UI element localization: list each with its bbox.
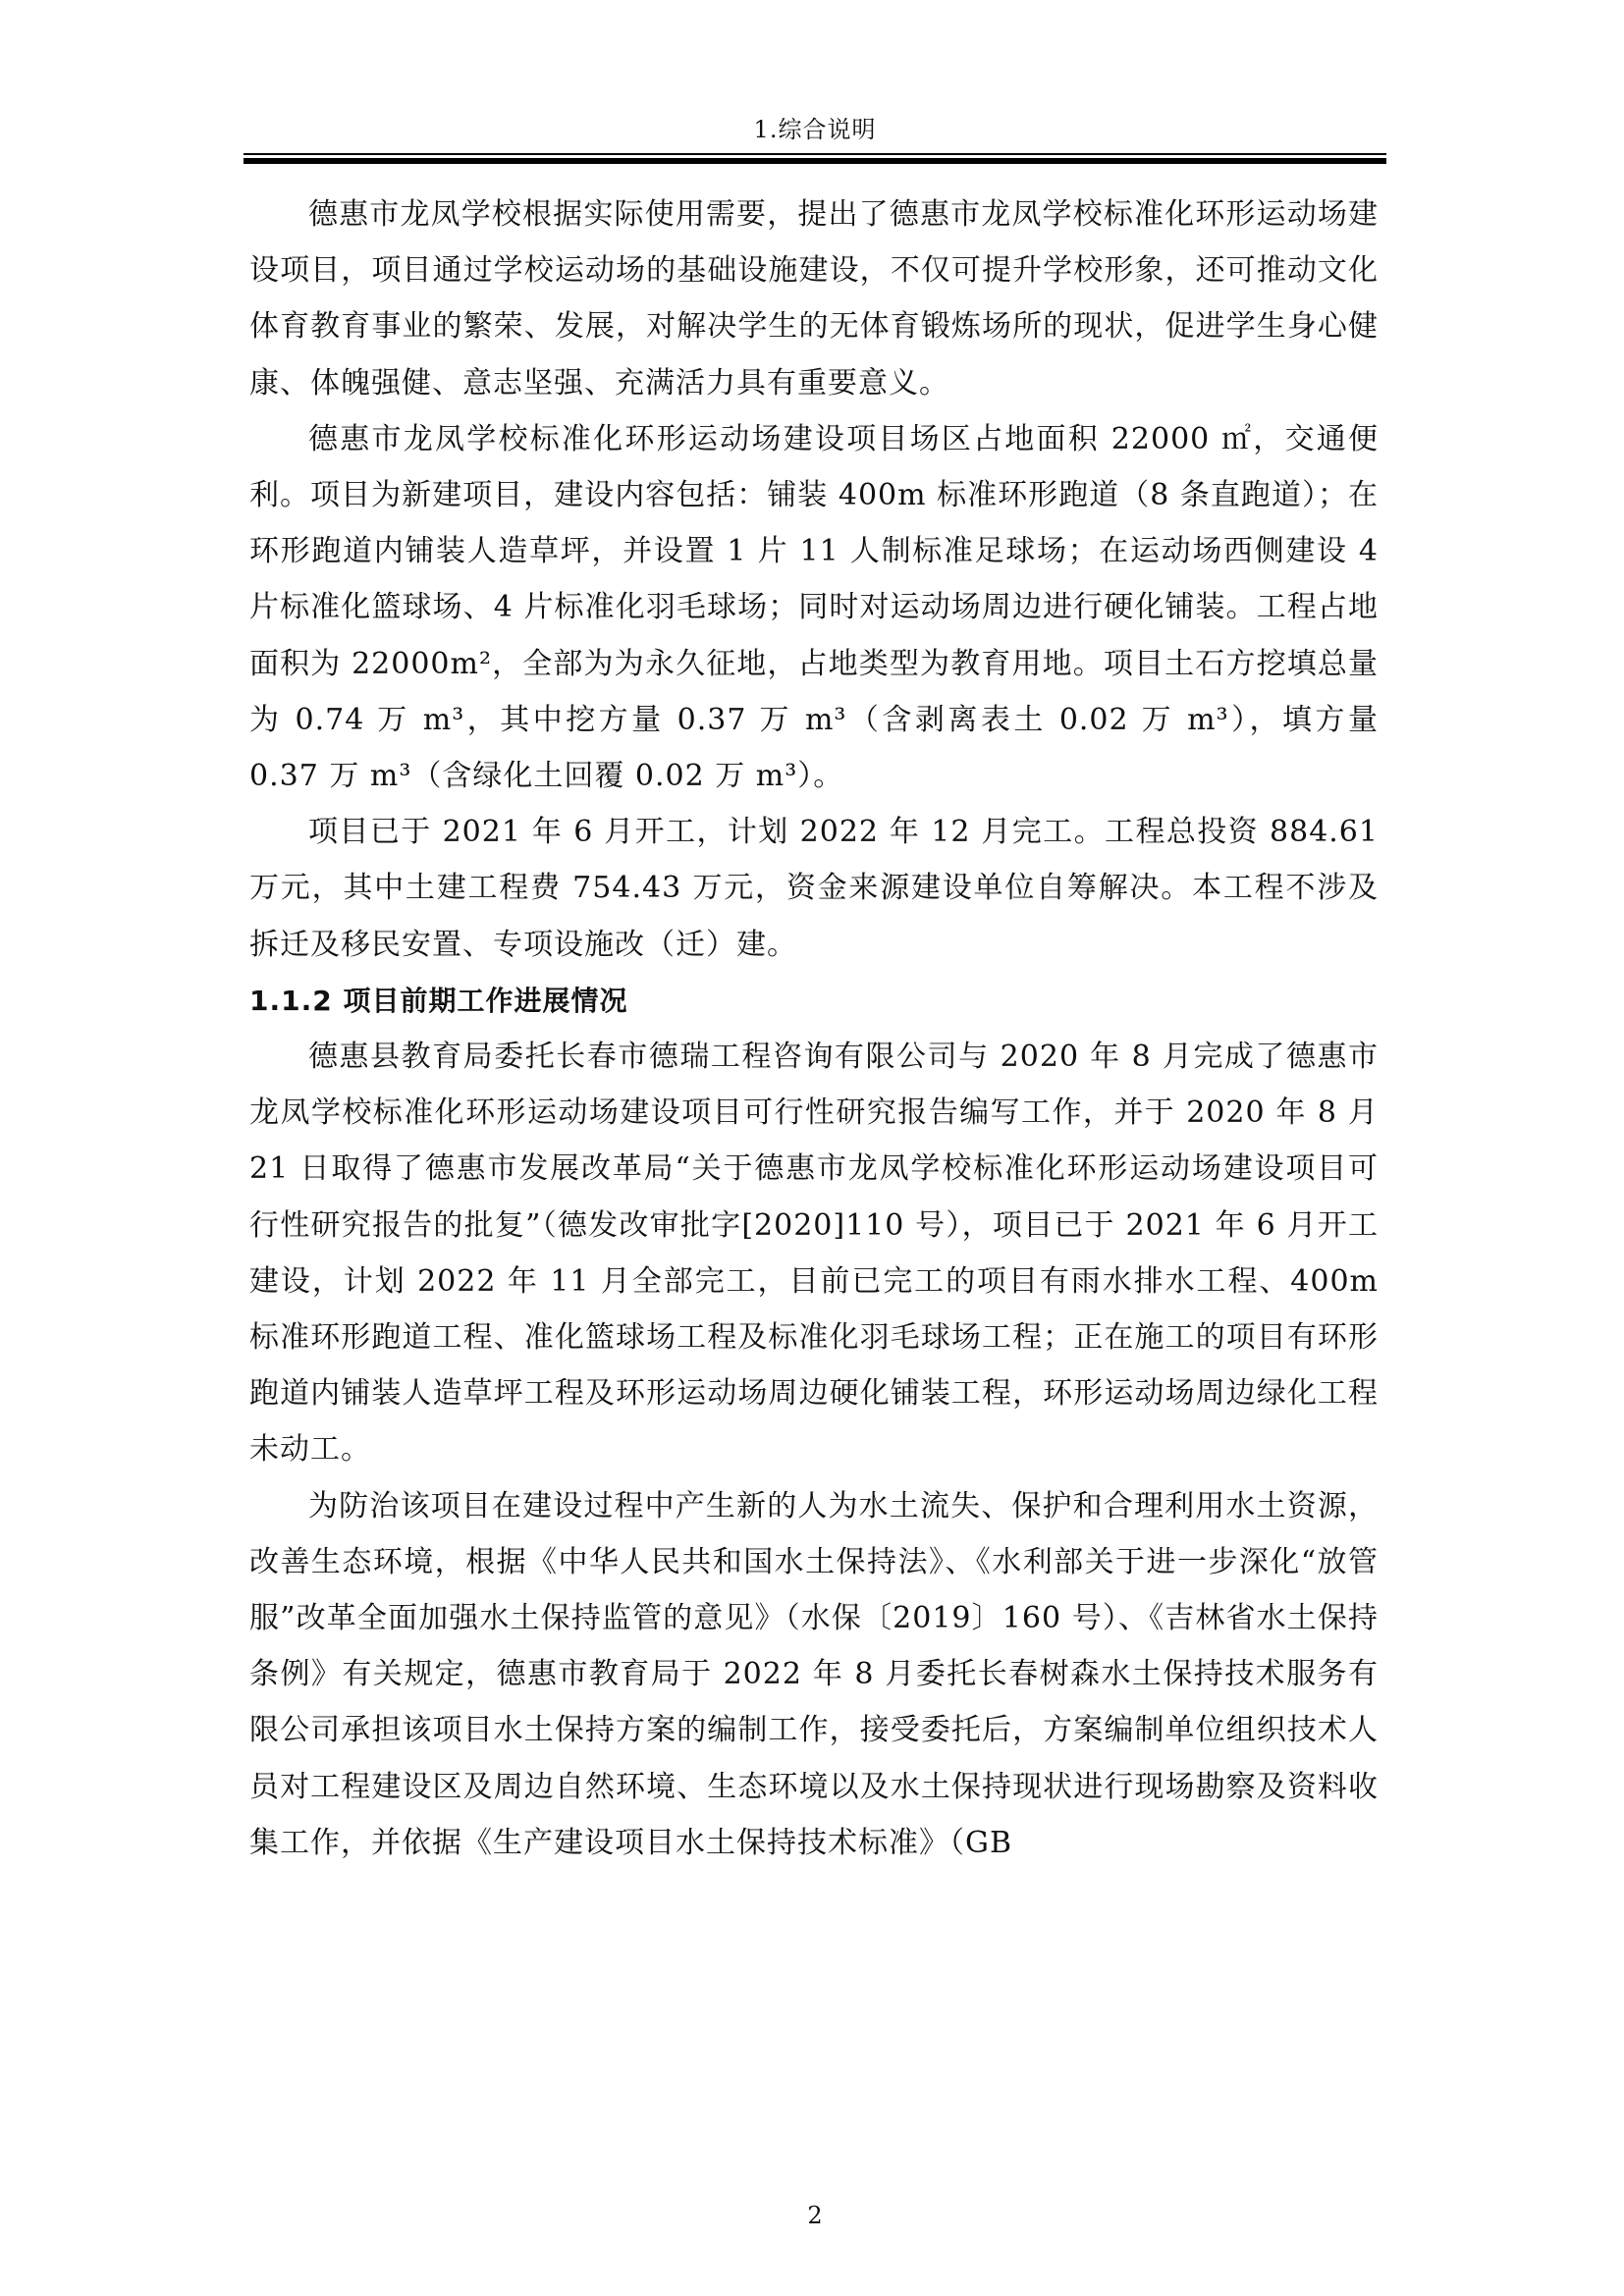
paragraph-schedule-investment: 项目已于 2021 年 6 月开工，计划 2022 年 12 月完工。工程总投资 884.61 万元，其中土建工程费 754.43 万元，资金来源建设单位自筹解决。本工程不涉及拆迁及移民安置、专项设施改（迁）建。: [249, 815, 1379, 962]
paragraph-project-scope: 德惠市龙凤学校标准化环形运动场建设项目场区占地面积 22000 ㎡，交通便利。项目为新建项目，建设内容包括：铺装 400m 标准环形跑道（8 条直跑道）；在环形跑道内铺装人造草坪，并设置 1 片 11 人制标准足球场；在运动场西侧建设 4 片标准化篮球场、4 片标准化羽毛球场；同时对运动场周边进行硬化铺装。工程占地面积为 22000m²，全部为为永久征地，占地类型为教育用地。项目土石方挖填总量为 0.74 万 m³，其中挖方量 0.37 万 m³（含剥离表土 0.02 万 m³），填方量 0.37 万 m³（含绿化土回覆 0.02 万 m³）。: [249, 421, 1379, 794]
paragraph-preliminary-work: 德惠县教育局委托长春市德瑞工程咨询有限公司与 2020 年 8 月完成了德惠市龙凤学校标准化环形运动场建设项目可行性研究报告编写工作，并于 2020 年 8 月 21 日取得了德惠市发展改革局“关于德惠市龙凤学校标准化环形运动场建设项目可行性研究报告的批复”（德发改审批字[2020]110 号），项目已于 2021 年 6 月开工建设，计划 2022 年 11 月全部完工，目前已完工的项目有雨水排水工程、400m 标准环形跑道工程、准化篮球场工程及标准化羽毛球场工程；正在施工的项目有环形跑道内铺装人造草坪工程及环形运动场周边硬化铺装工程，环形运动场周边绿化工程未动工。: [249, 1040, 1379, 1468]
header-rule-thick: [244, 158, 1386, 164]
header-rule: [244, 153, 1386, 155]
document-body: [249, 187, 1379, 1871]
paragraph-soil-conservation: 为防治该项目在建设过程中产生新的人为水土流失、保护和合理利用水土资源，改善生态环境，根据《中华人民共和国水土保持法》、《水利部关于进一步深化“放管服”改革全面加强水土保持监管的意见》（水保〔2019〕160 号）、《吉林省水土保持条例》有关规定，德惠市教育局于 2022 年 8 月委托长春树森水土保持技术服务有限公司承担该项目水土保持方案的编制工作，接受委托后，方案编制单位组织技术人员对工程建设区及周边自然环境、生态环境以及水土保持现状进行现场勘察及资料收集工作，并依据《生产建设项目水土保持技术标准》（GB: [249, 1488, 1379, 1860]
running-header: 1.综合说明: [753, 116, 877, 143]
page-number: 2: [807, 2202, 823, 2229]
section-heading: 1.1.2 项目前期工作进展情况: [249, 984, 628, 1017]
paragraph-project-background: 德惠市龙凤学校根据实际使用需要，提出了德惠市龙凤学校标准化环形运动场建设项目，项目通过学校运动场的基础设施建设，不仅可提升学校形象，还可推动文化体育教育事业的繁荣、发展，对解决学生的无体育锻炼场所的现状，促进学生身心健康、体魄强健、意志坚强、充满活力具有重要意义。: [249, 197, 1379, 400]
